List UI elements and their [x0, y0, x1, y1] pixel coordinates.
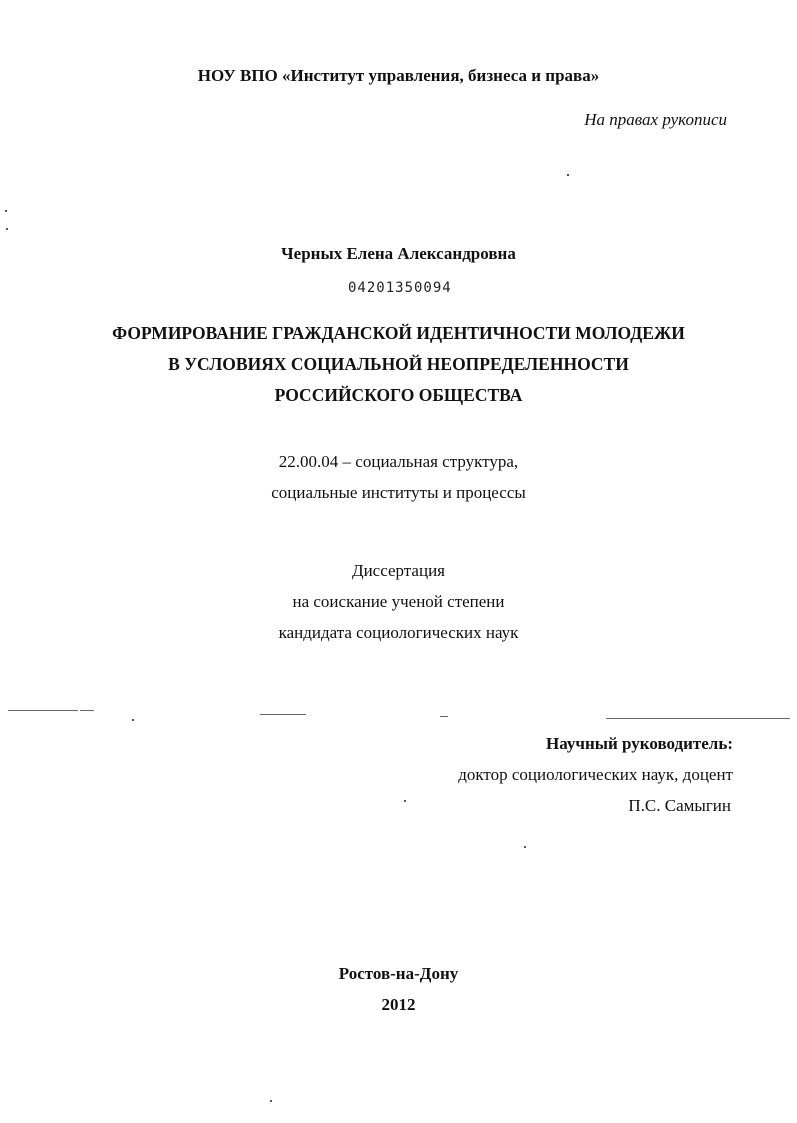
dissertation-title — [0, 318, 797, 411]
specialty-line-1: 22.00.04 – социальная структура, — [278, 452, 519, 471]
scan-artifact-dot — [5, 210, 7, 212]
specialty-line-2: социальные институты и процессы — [271, 483, 526, 502]
city-name: Ростов-на-Дону — [338, 964, 459, 983]
scan-artifact-dot — [132, 719, 134, 721]
scan-artifact-dot — [524, 846, 526, 848]
dissertation-line-2: на соискание ученой степени — [292, 592, 505, 611]
rights-note: На правах рукописи — [584, 110, 727, 129]
title-line-1: ФОРМИРОВАНИЕ ГРАЖДАНСКОЙ ИДЕНТИЧНОСТИ МОЛОДЕЖИ — [112, 323, 685, 343]
scan-artifact-dot — [270, 1100, 272, 1102]
scan-artifact-dot — [567, 174, 569, 176]
dissertation-line-3: кандидата социологических наук — [278, 623, 519, 642]
supervisor-label: Научный руководитель: — [546, 734, 733, 753]
dissertation-block — [0, 555, 797, 648]
institution-name: НОУ ВПО «Институт управления, бизнеса и права» — [197, 66, 600, 85]
scan-artifact-dot — [404, 800, 406, 802]
supervisor-degree: доктор социологических наук, доцент — [458, 765, 733, 784]
title-line-2: В УСЛОВИЯХ СОЦИАЛЬНОЙ НЕОПРЕДЕЛЕННОСТИ — [168, 354, 629, 374]
scan-artifact-line — [8, 710, 78, 711]
author-name: Черных Елена Александровна — [281, 244, 516, 263]
supervisor-name: П.С. Самыгин — [628, 796, 731, 815]
title-line-3: РОССИЙСКОГО ОБЩЕСТВА — [274, 385, 523, 405]
registration-code: 04201350094 — [348, 280, 452, 296]
place-block — [0, 958, 797, 1020]
specialty-block — [0, 446, 797, 508]
dissertation-line-1: Диссертация — [351, 561, 445, 580]
scan-artifact-line — [606, 718, 790, 719]
scan-artifact-line — [440, 716, 448, 717]
scan-artifact-line — [80, 710, 94, 711]
scan-artifact-dot — [6, 228, 8, 230]
scan-artifact-line — [260, 714, 306, 715]
supervisor-block — [458, 728, 733, 821]
year: 2012 — [381, 995, 416, 1014]
